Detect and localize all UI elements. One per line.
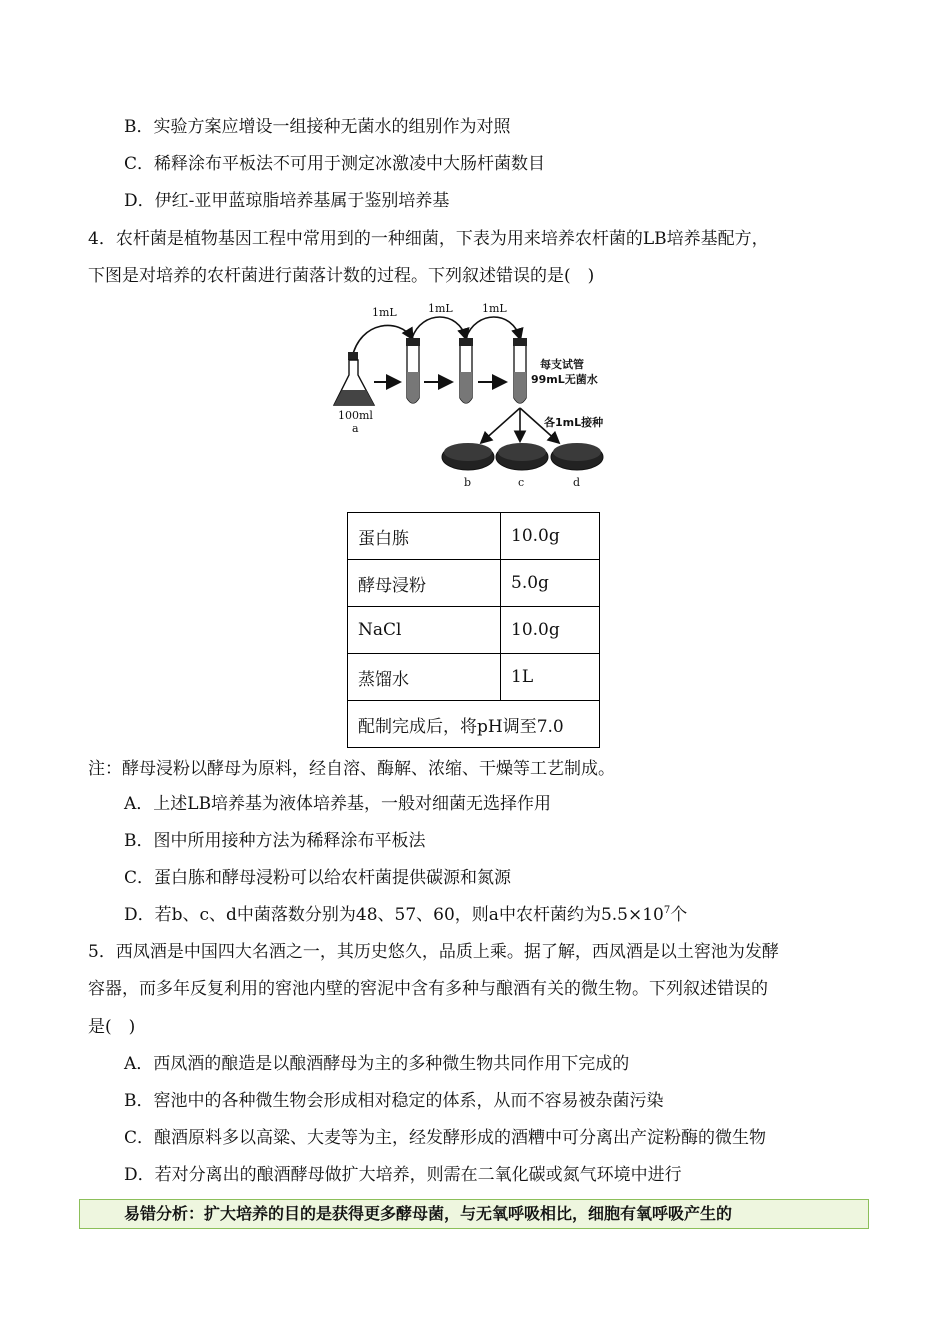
transfer-label-3: 1mL [482,302,507,315]
table-row [348,654,600,701]
table-row [348,513,600,560]
lb-medium-table [347,512,600,748]
ingredient-amount: 5.0g [501,560,600,607]
table-row [348,560,600,607]
q5-stem-line1: 5．西凤酒是中国四大名酒之一，其历史悠久，品质上乘。据了解，西凤酒是以土窖池为发酵 [88,942,779,962]
plate-label-d: d [573,476,581,489]
q3-option-b: B．实验方案应增设一组接种无菌水的组别作为对照 [124,117,511,137]
plate-label-b: b [464,476,472,489]
error-analysis-box: 易错分析：扩大培养的目的是获得更多酵母菌，与无氧呼吸相比，细胞有氧呼吸产生的 [79,1199,869,1229]
ingredient-name: 蛋白胨 [348,513,501,560]
petri-dish-icon [551,443,603,470]
transfer-label-1: 1mL [372,306,397,319]
q4-option-d-unit: 个 [670,905,688,925]
q4-option-d-exponent: 7 [663,905,671,916]
petri-dish-icon [442,443,494,470]
ingredient-amount: 10.0g [501,513,600,560]
q5-stem-line3: 是( ) [88,1017,136,1037]
q4-option-a: A．上述LB培养基为液体培养基，一般对细菌无选择作用 [124,794,552,814]
transfer-arrow-3 [466,317,520,338]
q4-option-c: C．蛋白胨和酵母浸粉可以给农杆菌提供碳源和氮源 [124,868,512,888]
test-tube-icon [459,338,473,403]
q5-option-d: D．若对分离出的酿酒酵母做扩大培养，则需在二氧化碳或氮气环境中进行 [124,1165,682,1185]
plate-label-c: c [518,476,525,489]
test-tube-icon [513,338,527,403]
ingredient-amount: 1L [501,654,600,701]
q4-option-d-text: D．若b、c、d中菌落数分别为48、57、60，则a中农杆菌约为5.5×10 [124,905,664,925]
inoculate-arrow-b [482,408,520,442]
flask-label: a [352,422,359,435]
tube-note-line1: 每支试管 [540,358,584,371]
q4-stem-line1: 4．农杆菌是植物基因工程中常用到的一种细菌，下表为用来培养农杆菌的LB培养基配方， [88,229,769,249]
q4-note: 注：酵母浸粉以酵母为原料，经自溶、酶解、浓缩、干燥等工艺制成。 [88,759,615,779]
petri-dish-icon [496,443,548,470]
q3-option-d: D．伊红-亚甲蓝琼脂培养基属于鉴别培养基 [124,191,450,211]
q5-stem-line2: 容器，而多年反复利用的窖池内壁的窖泥中含有多种与酿酒有关的微生物。下列叙述错误的 [88,979,768,999]
q4-option-b: B．图中所用接种方法为稀释涂布平板法 [124,831,426,851]
ingredient-name: 酵母浸粉 [348,560,501,607]
inoculate-note: 各1mL接种 [544,416,604,429]
transfer-arrow-1 [352,325,412,358]
transfer-arrow-2 [412,317,466,338]
table-footer: 配制完成后，将pH调至7.0 [348,701,600,748]
ingredient-name: 蒸馏水 [348,654,501,701]
q5-option-b: B．窖池中的各种微生物会形成相对稳定的体系，从而不容易被杂菌污染 [124,1091,664,1111]
transfer-label-2: 1mL [428,302,453,315]
table-footer-row [348,701,600,748]
q5-option-c: C．酿酒原料多以高粱、大麦等为主，经发酵形成的酒糟中可分离出产淀粉酶的微生物 [124,1128,767,1148]
q5-option-a: A．西凤酒的酿造是以酿酒酵母为主的多种微生物共同作用下完成的 [124,1054,630,1074]
q4-option-d [124,903,687,927]
q4-stem-line2: 下图是对培养的农杆菌进行菌落计数的过程。下列叙述错误的是( ) [88,266,595,286]
ingredient-name: NaCl [348,607,501,654]
table-row [348,607,600,654]
flask-volume: 100ml [338,409,373,422]
q3-option-c: C．稀释涂布平板法不可用于测定冰激凌中大肠杆菌数目 [124,154,546,174]
flask-icon [334,352,374,405]
test-tube-icon [406,338,420,403]
ingredient-amount: 10.0g [501,607,600,654]
tube-note-line2: 99mL无菌水 [531,373,598,386]
dilution-figure [330,300,620,495]
